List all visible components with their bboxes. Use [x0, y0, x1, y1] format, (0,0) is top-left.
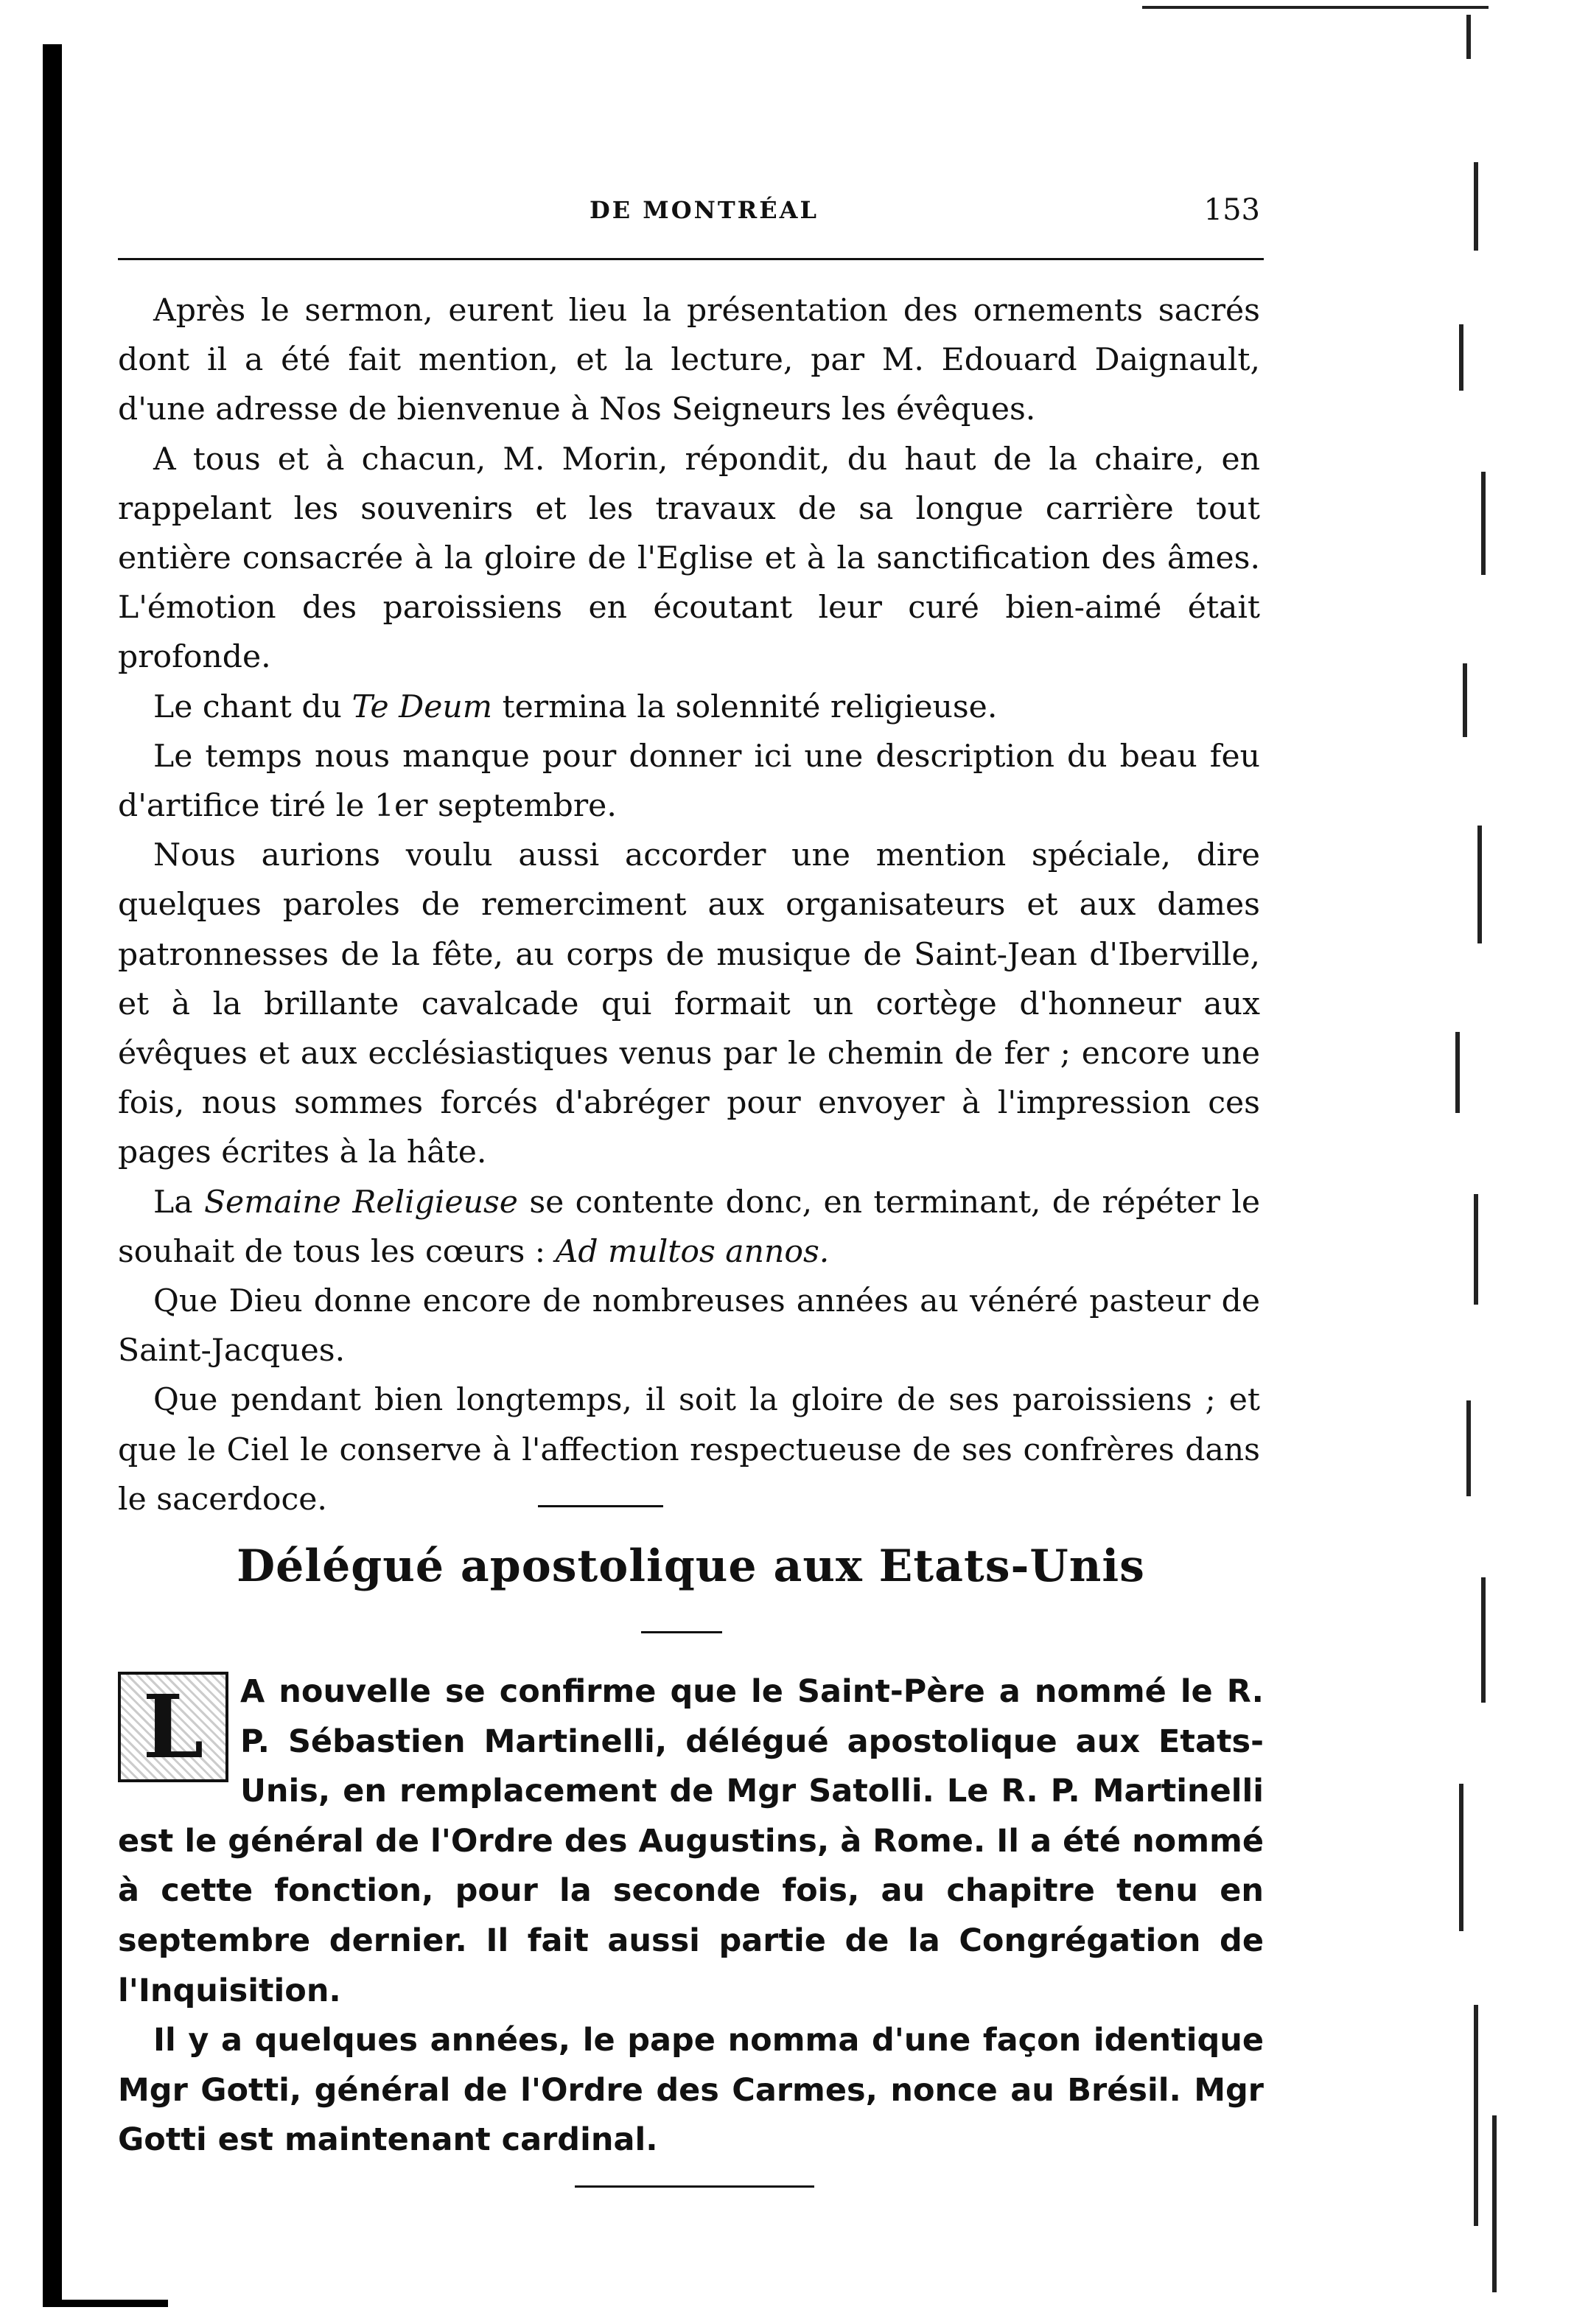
paragraph: Nous aurions voulu aussi accorder une mention spéciale, dire quelques paroles de remerciment aux organisateurs et aux dames patronnesses de la fête, au corps de musique de Saint-Jean d'Iberville, et à la brillante cavalcade qui formait un cortège d'honneur aux évêques et aux ecclésiastiques venus par le chemin de fer ; encore une fois, nous sommes forcés d'abréger pour envoyer à l'impression ces pages écrites à la hâte. [118, 837, 1260, 1171]
header-rule [118, 258, 1264, 260]
drop-cap-letter: L [142, 1675, 204, 1779]
end-rule [575, 2185, 814, 2188]
paragraph: Après le sermon, eurent lieu la présentation des ornements sacrés dont il a été fait mention, et la lecture, par M. Edouard Daignault, d'une adresse de bienvenue à Nos Seigneurs les évêques. [118, 293, 1260, 428]
scan-bottom-edge-bar [43, 2300, 168, 2307]
page-number: 153 [1203, 193, 1260, 227]
paragraph [118, 1178, 1260, 1277]
italic-run: Semaine Religieuse [203, 1184, 518, 1221]
text-run: se contente donc, en terminant, de répéter le souhait de tous les cœurs : [118, 1184, 1261, 1270]
scan-left-binding-bar [43, 44, 62, 2300]
section-title: Délégué apostolique aux Etats-Unis [237, 1540, 1145, 1592]
paragraph: Que pendant bien longtemps, il soit la gloire de ses paroissiens ; et que le Ciel le conserve à l'affection respectueuse de ses confrères dans le sacerdoce. [118, 1382, 1260, 1518]
paragraph: Il y a quelques années, le pape nomma d'une façon identique Mgr Gotti, général de l'Ordre des Carmes, nonce au Brésil. Mgr Gotti est maintenant cardinal. [118, 2022, 1264, 2159]
text-run: Le chant du [153, 688, 352, 725]
paragraph: A tous et à chacun, M. Morin, répondit, du haut de la chaire, en rappelant les souvenirs et les travaux de sa longue carrière tout entière consacrée à la gloire de l'Eglise et à la sanctification des âmes. L'émotion des paroissiens en écoutant leur curé bien-aimé était profonde. [118, 441, 1260, 676]
paragraph [118, 1667, 1264, 2016]
running-title: DE MONTRÉAL [590, 196, 819, 224]
scan-top-edge-line [1142, 6, 1489, 9]
text-run: termina la solennité religieuse. [492, 688, 998, 725]
running-head [118, 193, 1260, 237]
drop-cap [118, 1672, 228, 1782]
italic-run: Ad multos annos. [555, 1233, 830, 1270]
text-run: A nouvelle se confirme que le Saint-Père a nommé le R. P. Sébastien Martinelli, délégué apostolique aux Etats-Unis, en remplacement de Mgr Satolli. Le R. P. Martinelli est le général de l'Ordre des Augustins, à Rome. Il a été nommé à cette fonction, pour la seconde fois, au chapitre tenu en septembre dernier. Il fait aussi partie de la Congrégation de l'Inquisition. [118, 1673, 1264, 2009]
scan-right-edge-noise [1430, 15, 1511, 2300]
title-rule [641, 1631, 722, 1633]
article-text [118, 1667, 1264, 2166]
text-run: La [153, 1184, 204, 1221]
paragraph: Le temps nous manque pour donner ici une description du beau feu d'artifice tiré le 1er septembre. [118, 738, 1260, 825]
section-separator [538, 1505, 663, 1507]
paragraph [118, 683, 1260, 732]
body-text [118, 286, 1260, 1524]
paragraph: Que Dieu donne encore de nombreuses années au vénéré pasteur de Saint-Jacques. [118, 1283, 1260, 1369]
italic-run: Te Deum [351, 688, 493, 725]
